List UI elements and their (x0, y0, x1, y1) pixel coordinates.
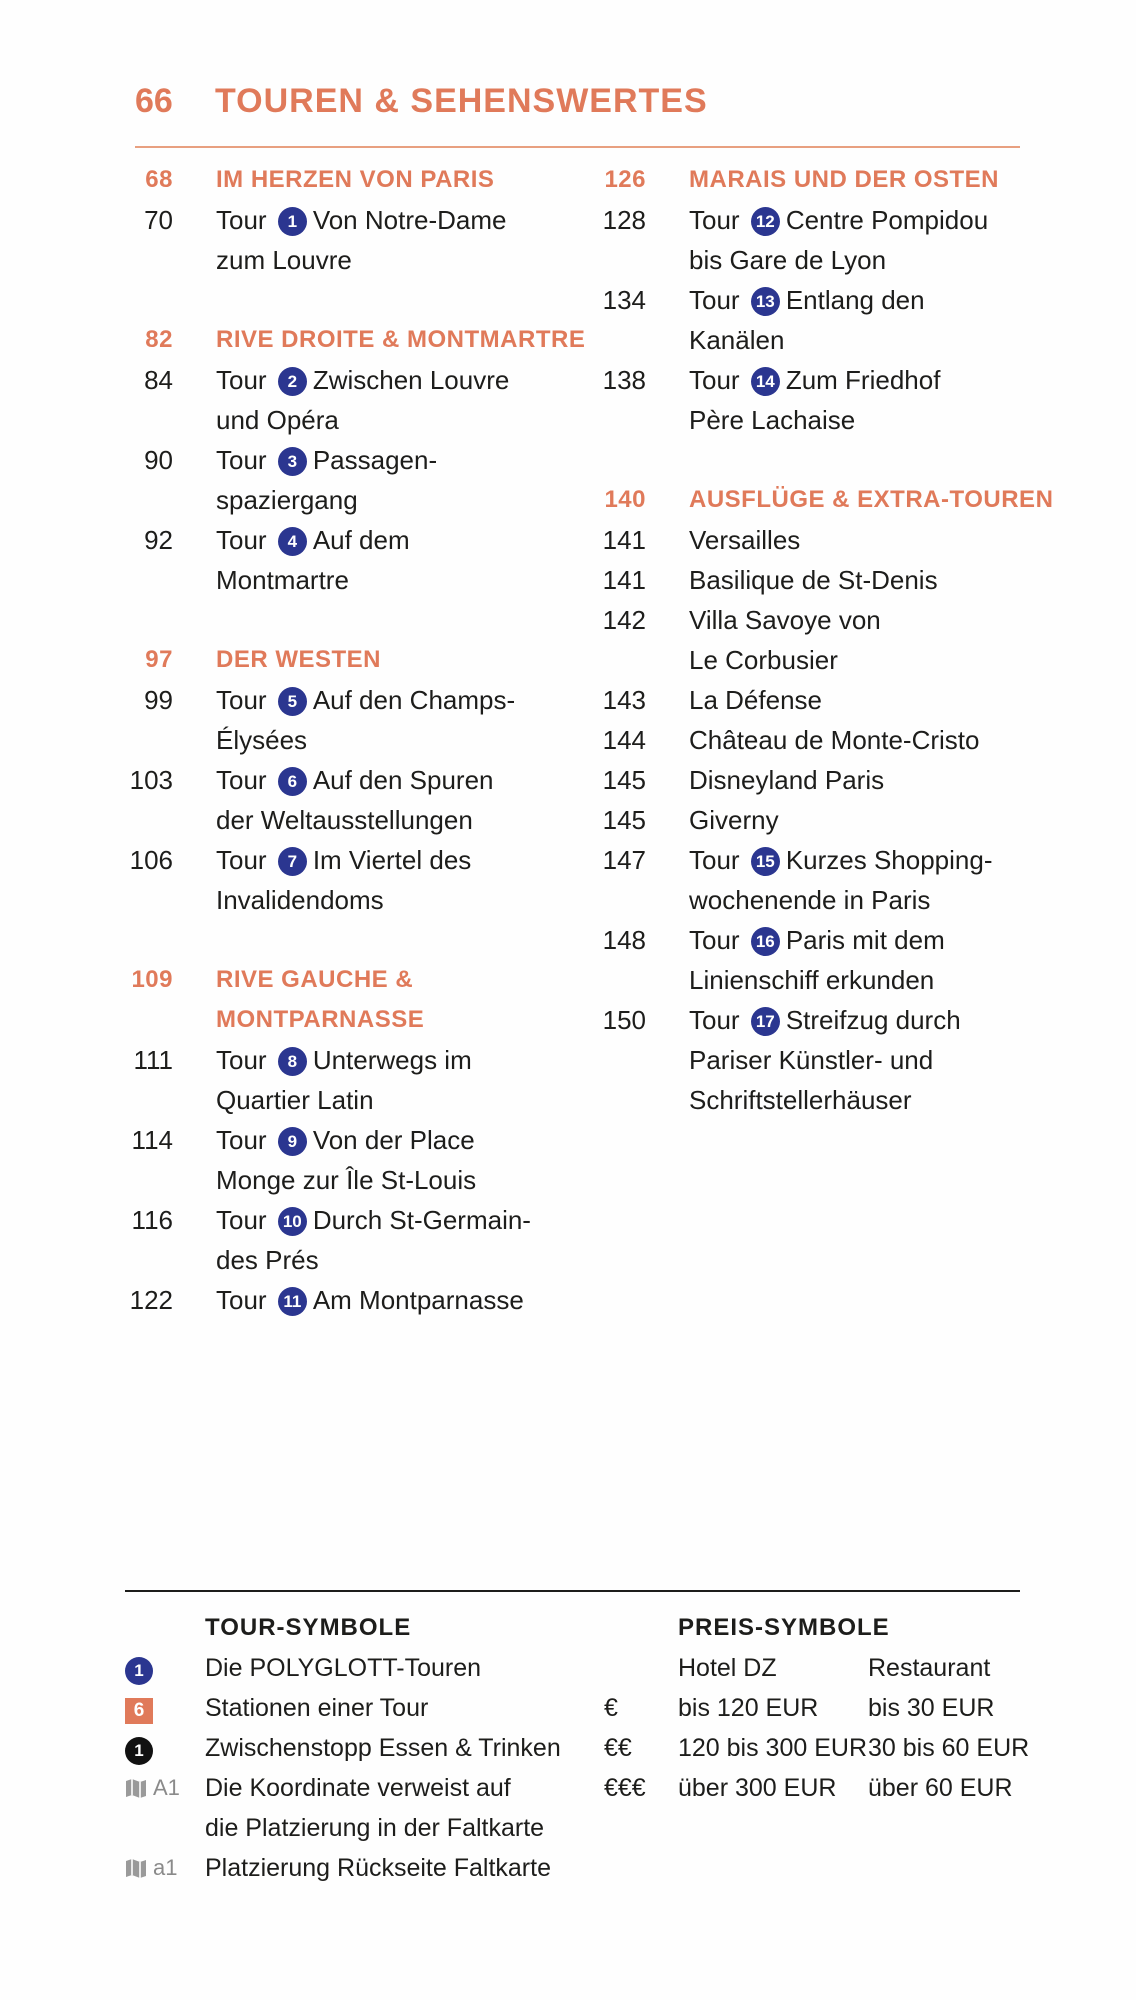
entry-text (689, 760, 884, 800)
toc-entry[interactable] (598, 1000, 1038, 1040)
section-title (216, 640, 381, 680)
entry-title: Auf den Spuren (312, 765, 494, 795)
toc-entry[interactable] (125, 680, 575, 720)
legend-symbol (125, 1768, 180, 1808)
legend-description: die Platzierung in der Faltkarte (205, 1814, 545, 1842)
entry-text (216, 800, 473, 840)
entry-title: La Défense (689, 685, 822, 715)
toc-section-heading (125, 640, 575, 680)
entry-title: Kurzes Shopping- (785, 845, 993, 875)
entry-title: Von Notre-Dame (312, 205, 507, 235)
entry-page-number: 116 (131, 1205, 173, 1235)
toc-section-heading (125, 960, 575, 1000)
toc-entry-continuation (125, 800, 575, 840)
tour-symbols-title: TOUR-SYMBOLE (205, 1614, 412, 1641)
toc-entry-continuation (125, 560, 575, 600)
price-restaurant: über 60 EUR (868, 1774, 1013, 1802)
entry-title: Kanälen (689, 325, 785, 355)
entry-title: Giverny (689, 805, 779, 835)
entry-text (689, 960, 934, 1000)
entry-text (689, 360, 940, 400)
page-header (135, 76, 1020, 148)
tour-number-badge-icon: 15 (751, 847, 780, 876)
entry-text (689, 1040, 933, 1080)
entry-text (216, 520, 410, 560)
tour-prefix: Tour (689, 365, 740, 395)
entry-title: spaziergang (216, 485, 358, 515)
toc-entry[interactable] (125, 1040, 575, 1080)
entry-page-number: 141 (602, 565, 646, 595)
entry-text (216, 1160, 476, 1200)
price-hotel: bis 120 EUR (678, 1694, 819, 1722)
toc-entry[interactable] (598, 560, 1038, 600)
entry-page-number: 103 (129, 765, 173, 795)
entry-title: bis Gare de Lyon (689, 245, 887, 275)
toc-spacer (125, 280, 575, 320)
toc-entry-continuation (598, 400, 1038, 440)
legend-symbol (125, 1848, 177, 1888)
legend-divider (125, 1590, 1020, 1592)
entry-page-number: 92 (144, 525, 173, 555)
map-coordinate-code: a1 (153, 1855, 178, 1880)
toc-entry[interactable] (125, 200, 575, 240)
section-title (216, 320, 585, 360)
entry-text (216, 440, 437, 480)
entry-title: Élysées (216, 725, 308, 755)
toc-entry-continuation (125, 880, 575, 920)
toc-entry-continuation (125, 400, 575, 440)
section-title (216, 160, 494, 200)
section-title-text: IM HERZEN VON PARIS (216, 166, 495, 193)
entry-text (216, 1080, 374, 1120)
tour-number-badge-icon: 10 (278, 1207, 307, 1236)
entry-title: Durch St-Germain- (312, 1205, 531, 1235)
tour-number-badge-icon: 13 (751, 287, 780, 316)
tour-number-badge-icon: 17 (751, 1007, 780, 1036)
toc-spacer (598, 440, 1038, 480)
toc-right-column (598, 160, 1054, 1120)
section-title (689, 480, 1053, 520)
toc-section-heading (598, 160, 1038, 200)
toc-entry[interactable] (598, 720, 1038, 760)
entry-text (216, 480, 358, 520)
toc-entry-continuation (598, 960, 1038, 1000)
legend-row (125, 1688, 605, 1728)
map-coordinate-code: A1 (153, 1775, 180, 1800)
section-page-number: 68 (145, 166, 173, 193)
toc-entry[interactable] (125, 360, 575, 400)
tour-number-badge-icon: 3 (278, 447, 307, 476)
entry-title: Passagen- (312, 445, 438, 475)
entry-title: Monge zur Île St-Louis (216, 1165, 477, 1195)
legend-symbol (125, 1728, 153, 1768)
legend-row (125, 1608, 605, 1648)
tour-prefix: Tour (216, 765, 267, 795)
tour-number-badge-icon: 11 (278, 1287, 307, 1316)
section-title-text: RIVE DROITE & MONTMARTRE (216, 326, 586, 353)
entry-title: und Opéra (216, 405, 339, 435)
toc-entry[interactable] (125, 840, 575, 880)
entry-page-number: 90 (144, 445, 173, 475)
toc-entry-continuation (598, 640, 1038, 680)
toc-section-heading (125, 1000, 575, 1040)
entry-page-number: 150 (602, 1005, 646, 1035)
entry-text (216, 760, 494, 800)
toc-entry-continuation (125, 1160, 575, 1200)
entry-page-number: 106 (129, 845, 173, 875)
tour-prefix: Tour (689, 925, 740, 955)
entry-text (216, 360, 509, 400)
legend-description: Die Koordinate verweist auf (205, 1774, 511, 1802)
toc-entry[interactable] (598, 840, 1038, 880)
entry-title: Invalidendoms (216, 885, 384, 915)
entry-title: Basilique de St-Denis (689, 565, 938, 595)
legend-symbol (125, 1688, 153, 1728)
toc-entry-continuation (598, 1080, 1038, 1120)
entry-page-number: 143 (602, 685, 646, 715)
entry-text (689, 240, 886, 280)
tour-prefix: Tour (216, 205, 267, 235)
toc-entry-continuation (598, 320, 1038, 360)
tour-number-badge-icon: 8 (278, 1047, 307, 1076)
entry-title: Entlang den (785, 285, 925, 315)
section-title (216, 1000, 424, 1040)
entry-text (216, 1040, 472, 1080)
toc-spacer (125, 600, 575, 640)
entry-title: der Weltausstellungen (216, 805, 473, 835)
entry-text (216, 240, 352, 280)
entry-title: Im Viertel des (312, 845, 472, 875)
entry-text (689, 640, 838, 680)
toc-spacer (125, 920, 575, 960)
entry-page-number: 99 (144, 685, 173, 715)
price-symbol: €€ (604, 1734, 632, 1762)
entry-text (689, 840, 993, 880)
toc-entry[interactable] (598, 800, 1038, 840)
map-coordinate-icon (125, 1768, 180, 1808)
toc-entry[interactable] (125, 520, 575, 560)
entry-text (216, 1280, 524, 1320)
entry-text (216, 1200, 531, 1240)
entry-text (689, 600, 881, 640)
entry-text (689, 200, 988, 240)
legend-row (598, 1608, 1038, 1648)
tour-prefix: Tour (216, 525, 267, 555)
tour-number-badge-icon: 1 (278, 207, 307, 236)
section-page-number: 97 (145, 646, 173, 673)
entry-page-number: 147 (602, 845, 646, 875)
price-row (598, 1768, 1038, 1808)
toc-entry[interactable] (598, 600, 1038, 640)
price-row (598, 1688, 1038, 1728)
map-coordinate-icon (125, 1848, 177, 1888)
legend-row (125, 1848, 605, 1888)
toc-entry-continuation (598, 880, 1038, 920)
tour-symbols-legend (125, 1608, 605, 1888)
price-symbols-legend (598, 1608, 1038, 1808)
header-title: TOUREN & SEHENSWERTES (215, 82, 708, 120)
entry-title: Am Montparnasse (312, 1285, 524, 1315)
toc-section-heading (125, 320, 586, 360)
toc-entry-continuation (125, 720, 575, 760)
price-restaurant: bis 30 EUR (868, 1694, 995, 1722)
entry-title: Centre Pompidou (785, 205, 989, 235)
entry-title: wochenende in Paris (689, 885, 931, 915)
tour-prefix: Tour (216, 845, 267, 875)
entry-page-number: 128 (602, 205, 646, 235)
entry-text (689, 1080, 912, 1120)
entry-text (689, 280, 925, 320)
section-title (216, 960, 413, 1000)
toc-entry[interactable] (598, 760, 1038, 800)
tour-prefix: Tour (216, 365, 267, 395)
entry-text (689, 560, 938, 600)
tour-prefix: Tour (216, 1045, 267, 1075)
entry-text (689, 520, 800, 560)
tour-number-badge-icon: 9 (278, 1127, 307, 1156)
entry-text (216, 400, 339, 440)
tour-prefix: Tour (216, 1125, 267, 1155)
entry-page-number: 70 (144, 205, 173, 235)
section-title-text: AUSFLÜGE & EXTRA-TOUREN (689, 486, 1054, 513)
toc-left-column (125, 160, 586, 1320)
entry-title: Linienschiff erkunden (689, 965, 935, 995)
section-title (689, 160, 999, 200)
entry-text (216, 680, 515, 720)
tour-number-badge-icon: 4 (278, 527, 307, 556)
section-page-number: 82 (145, 326, 173, 353)
tour-prefix: Tour (216, 445, 267, 475)
price-hotel: 120 bis 300 EUR (678, 1734, 868, 1762)
entry-title: Château de Monte-Cristo (689, 725, 980, 755)
toc-entry[interactable] (125, 1120, 575, 1160)
tour-number-badge-icon: 6 (278, 767, 307, 796)
tour-number-badge-icon: 5 (278, 687, 307, 716)
food-stop-circle-icon: 1 (125, 1737, 153, 1765)
section-title-text: MONTPARNASSE (216, 1006, 425, 1033)
entry-text (216, 880, 384, 920)
tour-number-badge-icon: 14 (751, 367, 780, 396)
entry-text (216, 560, 349, 600)
entry-title: Paris mit dem (785, 925, 945, 955)
entry-page-number: 114 (131, 1125, 173, 1155)
entry-page-number: 142 (602, 605, 646, 635)
entry-text (689, 800, 779, 840)
section-page-number: 140 (604, 486, 646, 513)
tour-prefix: Tour (689, 1005, 740, 1035)
station-square-icon: 6 (125, 1698, 153, 1724)
toc-entry-continuation (125, 480, 575, 520)
toc-entry-continuation (598, 1040, 1038, 1080)
entry-page-number: 141 (602, 525, 646, 555)
entry-text (689, 400, 855, 440)
toc-entry[interactable] (598, 520, 1038, 560)
entry-title: Zum Friedhof (785, 365, 941, 395)
price-symbol: €€€ (604, 1774, 646, 1802)
price-header-row (598, 1648, 1038, 1688)
section-page-number: 126 (604, 166, 646, 193)
entry-title: Quartier Latin (216, 1085, 374, 1115)
toc-entry-continuation (125, 1240, 575, 1280)
legend-description: Stationen einer Tour (205, 1694, 429, 1722)
tour-number-badge-icon: 7 (278, 847, 307, 876)
entry-title: Zwischen Louvre (312, 365, 510, 395)
entry-text (689, 1000, 961, 1040)
entry-page-number: 145 (602, 765, 646, 795)
tour-prefix: Tour (689, 285, 740, 315)
entry-text (689, 720, 979, 760)
entry-page-number: 144 (602, 725, 646, 755)
tour-prefix: Tour (216, 1285, 267, 1315)
price-header-restaurant: Restaurant (868, 1654, 991, 1682)
tour-number-badge-icon: 16 (751, 927, 780, 956)
entry-page-number: 138 (602, 365, 646, 395)
entry-text (689, 880, 930, 920)
entry-title: Schriftstellerhäuser (689, 1085, 912, 1115)
toc-entry[interactable] (598, 360, 1038, 400)
price-restaurant: 30 bis 60 EUR (868, 1734, 1030, 1762)
legend-description: Zwischenstopp Essen & Trinken (205, 1734, 561, 1762)
entry-title: Auf dem (312, 525, 410, 555)
entry-page-number: 84 (144, 365, 173, 395)
legend-row (125, 1728, 605, 1768)
entry-title: Versailles (689, 525, 801, 555)
price-header-hotel: Hotel DZ (678, 1654, 777, 1682)
section-page-number: 109 (131, 966, 173, 993)
legend-description: Die POLYGLOTT-Touren (205, 1654, 482, 1682)
tour-number-badge-icon: 2 (278, 367, 307, 396)
entry-page-number: 145 (602, 805, 646, 835)
toc-entry-continuation (125, 240, 575, 280)
toc-entry[interactable] (125, 1280, 575, 1320)
legend-description: Platzierung Rückseite Faltkarte (205, 1854, 551, 1882)
price-hotel: über 300 EUR (678, 1774, 837, 1802)
entry-title: Disneyland Paris (689, 765, 885, 795)
entry-title: zum Louvre (216, 245, 352, 275)
tour-prefix: Tour (216, 1205, 267, 1235)
entry-title: Auf den Champs- (312, 685, 516, 715)
tour-prefix: Tour (689, 205, 740, 235)
price-row (598, 1728, 1038, 1768)
entry-text (689, 920, 945, 960)
entry-page-number: 134 (602, 285, 646, 315)
entry-page-number: 148 (602, 925, 646, 955)
entry-text (216, 1120, 475, 1160)
legend-symbol (125, 1648, 153, 1688)
entry-title: Pariser Künstler- und (689, 1045, 934, 1075)
toc-entry[interactable] (125, 760, 575, 800)
toc-entry[interactable] (125, 440, 575, 480)
section-title-text: RIVE GAUCHE & (216, 966, 414, 993)
toc-entry[interactable] (125, 1200, 575, 1240)
entry-page-number: 122 (129, 1285, 173, 1315)
entry-title: des Prés (216, 1245, 319, 1275)
toc-entry[interactable] (598, 200, 1038, 240)
entry-title: Unterwegs im (312, 1045, 472, 1075)
entry-title: Villa Savoye von (689, 605, 881, 635)
section-title-text: DER WESTEN (216, 646, 382, 673)
toc-section-heading (598, 480, 1054, 520)
toc-entry[interactable] (598, 280, 1038, 320)
legend-row (125, 1648, 605, 1688)
entry-title: Von der Place (312, 1125, 475, 1155)
toc-entry[interactable] (598, 920, 1038, 960)
entry-text (216, 200, 506, 240)
toc-entry[interactable] (598, 680, 1038, 720)
entry-text (216, 840, 471, 880)
tour-circle-icon: 1 (125, 1657, 153, 1685)
tour-prefix: Tour (689, 845, 740, 875)
toc-entry-continuation (598, 240, 1038, 280)
entry-title: Le Corbusier (689, 645, 838, 675)
entry-text (216, 1240, 319, 1280)
entry-page-number: 111 (133, 1045, 173, 1075)
entry-text (689, 680, 822, 720)
price-symbols-title: PREIS-SYMBOLE (678, 1614, 890, 1641)
entry-title: Père Lachaise (689, 405, 856, 435)
toc-entry-continuation (125, 1080, 575, 1120)
toc-section-heading (125, 160, 575, 200)
section-title-text: MARAIS UND DER OSTEN (689, 166, 1000, 193)
entry-title: Streifzug durch (785, 1005, 961, 1035)
legend-row (125, 1808, 605, 1848)
legend-row (125, 1768, 605, 1808)
entry-title: Montmartre (216, 565, 349, 595)
tour-number-badge-icon: 12 (751, 207, 780, 236)
entry-text (689, 320, 784, 360)
price-symbol: € (604, 1694, 618, 1722)
tour-prefix: Tour (216, 685, 267, 715)
entry-text (216, 720, 307, 760)
header-page-number: 66 (135, 82, 173, 120)
